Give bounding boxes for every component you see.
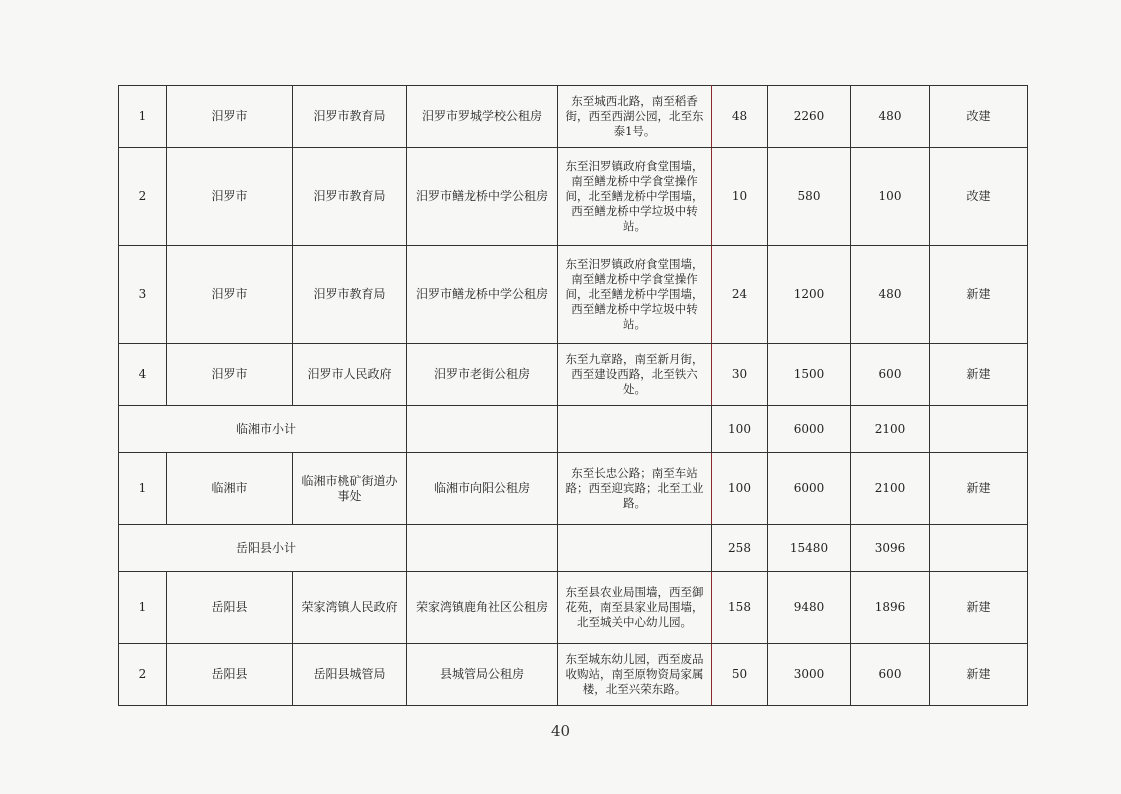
cell-location: 东至汨罗镇政府食堂围墙，南至鳝龙桥中学食堂操作间，北至鳝龙桥中学围墙，西至鳝龙桥中学垃圾中转站。 <box>558 246 712 344</box>
cell-no: 1 <box>119 86 167 148</box>
subtotal-row <box>119 525 1028 572</box>
housing-project-table <box>118 85 1028 706</box>
cell-unit: 荣家湾镇人民政府 <box>293 572 407 644</box>
cell-county: 岳阳县 <box>167 644 293 706</box>
cell-project: 汨罗市鳝龙桥中学公租房 <box>407 246 558 344</box>
cell-invest: 2100 <box>851 453 930 525</box>
cell-location: 东至长忠公路；南至车站路；西至迎宾路；北至工业路。 <box>558 453 712 525</box>
table-row <box>119 644 1028 706</box>
cell-county: 汨罗市 <box>167 246 293 344</box>
cell-empty <box>407 525 558 572</box>
cell-project: 汨罗市老街公租房 <box>407 344 558 406</box>
cell-units: 100 <box>712 406 768 453</box>
table-row <box>119 148 1028 246</box>
cell-units: 48 <box>712 86 768 148</box>
cell-empty <box>407 406 558 453</box>
cell-units: 50 <box>712 644 768 706</box>
cell-project: 荣家湾镇鹿角社区公租房 <box>407 572 558 644</box>
table-row <box>119 453 1028 525</box>
cell-unit: 汨罗市教育局 <box>293 246 407 344</box>
cell-invest: 480 <box>851 246 930 344</box>
cell-area: 1200 <box>768 246 851 344</box>
cell-unit: 岳阳县城管局 <box>293 644 407 706</box>
cell-no: 2 <box>119 644 167 706</box>
cell-invest: 1896 <box>851 572 930 644</box>
cell-units: 100 <box>712 453 768 525</box>
cell-invest: 3096 <box>851 525 930 572</box>
cell-location: 东至县农业局围墙，西至御花苑，南至县家业局围墙，北至城关中心幼儿园。 <box>558 572 712 644</box>
cell-units: 24 <box>712 246 768 344</box>
cell-county: 汨罗市 <box>167 148 293 246</box>
cell-county: 岳阳县 <box>167 572 293 644</box>
cell-unit: 汨罗市教育局 <box>293 86 407 148</box>
cell-location: 东至城西北路，南至稻香街，西至西湖公园，北至东泰1号。 <box>558 86 712 148</box>
subtotal-row <box>119 406 1028 453</box>
cell-area: 3000 <box>768 644 851 706</box>
cell-nature: 新建 <box>930 246 1028 344</box>
cell-nature: 改建 <box>930 148 1028 246</box>
cell-nature: 新建 <box>930 453 1028 525</box>
subtotal-label: 临湘市小计 <box>119 406 407 453</box>
cell-empty <box>930 525 1028 572</box>
cell-nature: 新建 <box>930 572 1028 644</box>
page-number: 40 <box>550 722 571 740</box>
cell-area: 15480 <box>768 525 851 572</box>
cell-location: 东至九章路，南至新月街，西至建设西路，北至铁六处。 <box>558 344 712 406</box>
subtotal-label: 岳阳县小计 <box>119 525 407 572</box>
cell-no: 1 <box>119 572 167 644</box>
cell-unit: 汨罗市教育局 <box>293 148 407 246</box>
cell-no: 1 <box>119 453 167 525</box>
table-row <box>119 86 1028 148</box>
cell-area: 2260 <box>768 86 851 148</box>
cell-invest: 100 <box>851 148 930 246</box>
cell-location: 东至城东幼儿园，西至废品收购站，南至原物资局家属楼，北至兴荣东路。 <box>558 644 712 706</box>
cell-invest: 600 <box>851 644 930 706</box>
cell-county: 汨罗市 <box>167 86 293 148</box>
cell-project: 临湘市向阳公租房 <box>407 453 558 525</box>
cell-project: 县城管局公租房 <box>407 644 558 706</box>
cell-invest: 600 <box>851 344 930 406</box>
cell-nature: 改建 <box>930 86 1028 148</box>
cell-area: 580 <box>768 148 851 246</box>
cell-nature: 新建 <box>930 344 1028 406</box>
cell-unit: 临湘市桃矿街道办事处 <box>293 453 407 525</box>
cell-project: 汨罗市鳝龙桥中学公租房 <box>407 148 558 246</box>
cell-area: 6000 <box>768 453 851 525</box>
cell-empty <box>558 406 712 453</box>
cell-invest: 2100 <box>851 406 930 453</box>
cell-no: 4 <box>119 344 167 406</box>
cell-unit: 汨罗市人民政府 <box>293 344 407 406</box>
cell-area: 6000 <box>768 406 851 453</box>
cell-units: 30 <box>712 344 768 406</box>
table-row <box>119 246 1028 344</box>
cell-units: 258 <box>712 525 768 572</box>
cell-location: 东至汨罗镇政府食堂围墙，南至鳝龙桥中学食堂操作间，北至鳝龙桥中学围墙，西至鳝龙桥中学垃圾中转站。 <box>558 148 712 246</box>
cell-empty <box>558 525 712 572</box>
table-row <box>119 572 1028 644</box>
cell-project: 汨罗市罗城学校公租房 <box>407 86 558 148</box>
cell-nature: 新建 <box>930 644 1028 706</box>
cell-invest: 480 <box>851 86 930 148</box>
cell-empty <box>930 406 1028 453</box>
cell-units: 158 <box>712 572 768 644</box>
cell-county: 汨罗市 <box>167 344 293 406</box>
cell-area: 9480 <box>768 572 851 644</box>
cell-no: 2 <box>119 148 167 246</box>
cell-area: 1500 <box>768 344 851 406</box>
cell-no: 3 <box>119 246 167 344</box>
cell-county: 临湘市 <box>167 453 293 525</box>
cell-units: 10 <box>712 148 768 246</box>
table-row <box>119 344 1028 406</box>
